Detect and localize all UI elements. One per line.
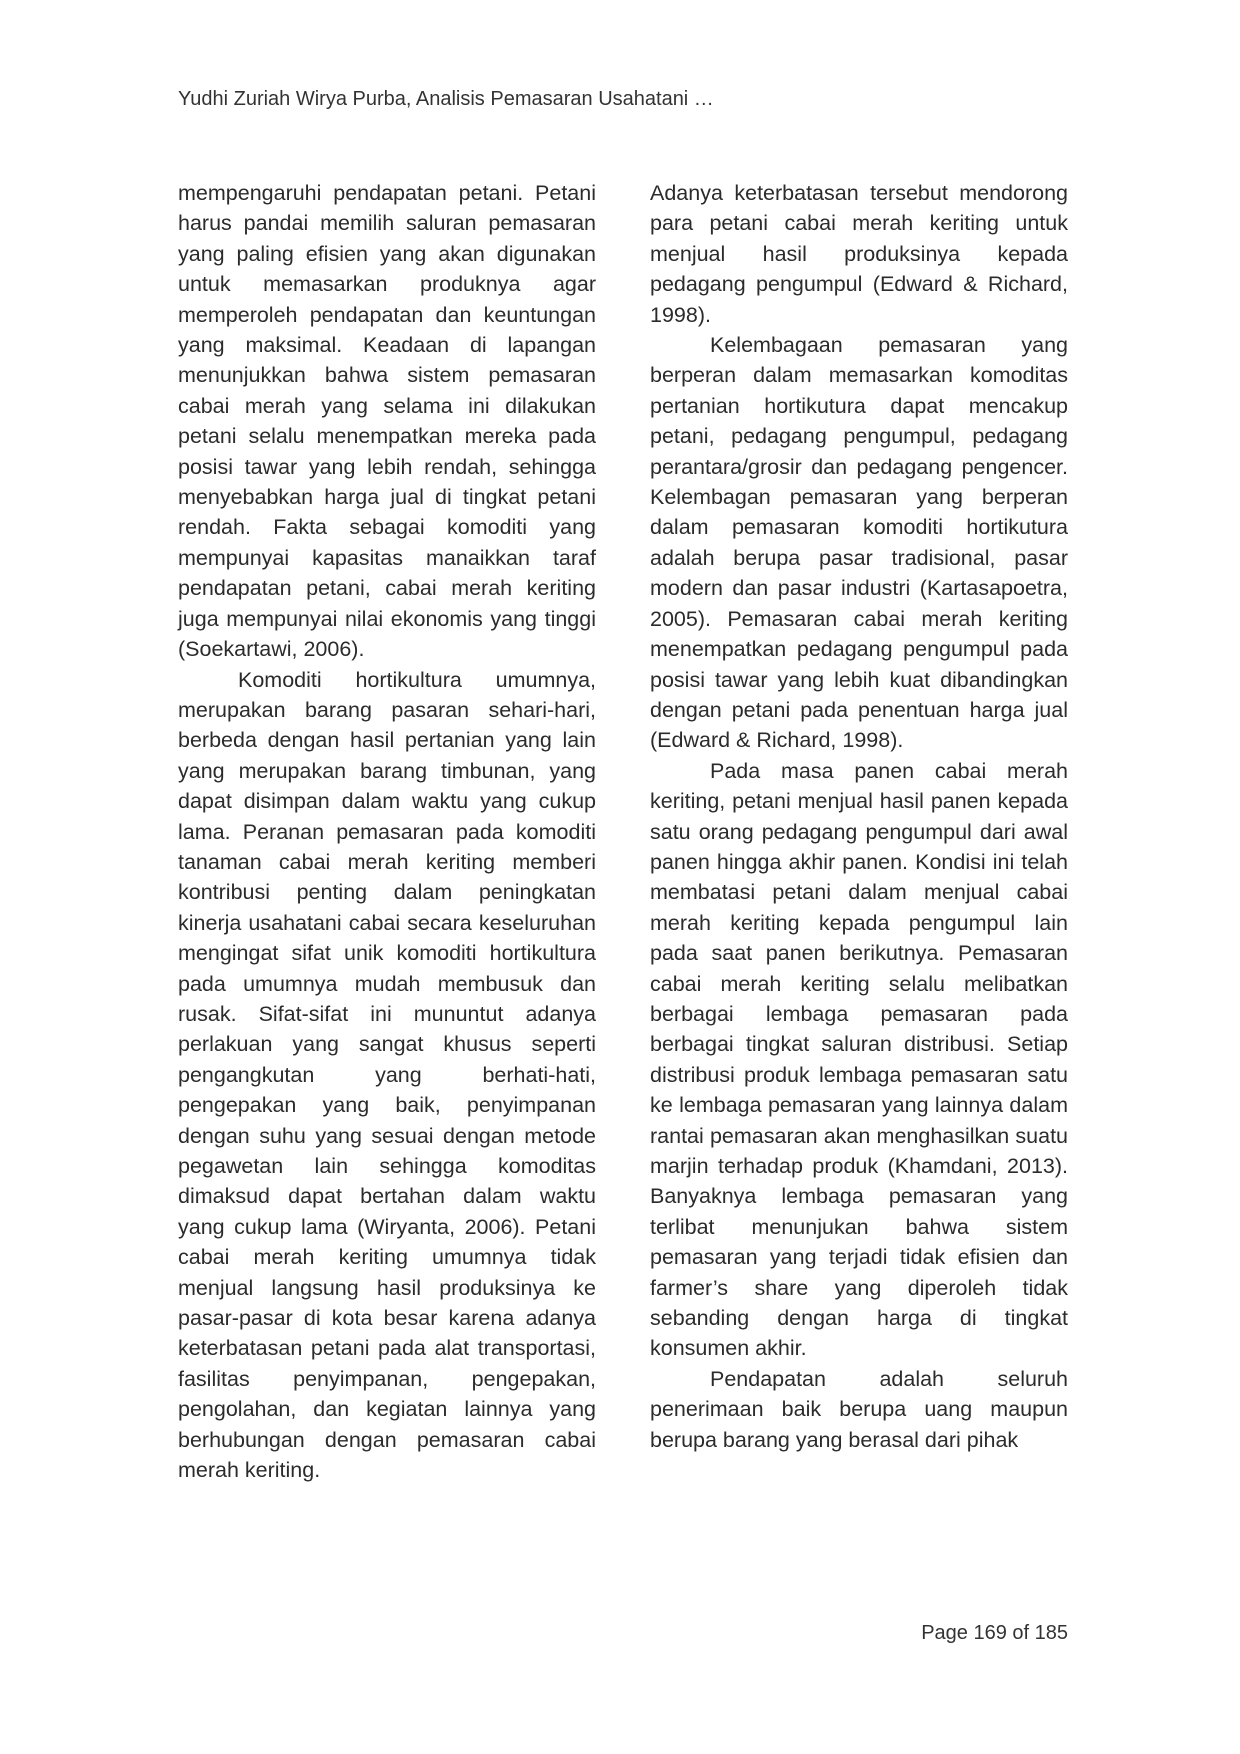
paragraph: Kelembagaan pemasaran yang berperan dalam memasarkan komoditas pertanian hortikutura dapat mencakup petani, pedagang pengumpul, pedagang perantara/grosir dan pedagang pengencer. Kelembagan pemasaran yang berperan dalam pemasaran komoditi hortikutura adalah berupa pasar tradisional, pasar modern dan pasar industri (Kartasapoetra, 2005). Pemasaran cabai merah keriting menempatkan pedagang pengumpul pada posisi tawar yang lebih kuat dibandingkan dengan petani pada penentuan harga jual (Edward & Richard, 1998).: [650, 333, 1068, 753]
paragraph: Komoditi hortikultura umumnya, merupakan barang pasaran sehari-hari, berbeda dengan hasil pertanian yang lain yang merupakan barang timbunan, yang dapat disimpan dalam waktu yang cukup lama. Peranan pemasaran pada komoditi tanaman cabai merah keriting memberi kontribusi penting dalam peningkatan kinerja usahatani cabai secara keseluruhan mengingat sifat unik komoditi hortikultura pada umumnya mudah membusuk dan rusak. Sifat-sifat ini mununtut adanya perlakuan yang sangat khusus seperti pengangkutan yang berhati-hati, pengepakan yang baik, penyimpanan dengan suhu yang sesuai dengan metode pegawetan lain sehingga komoditas dimaksud dapat bertahan dalam waktu yang cukup lama (Wiryanta, 2006). Petani cabai merah keriting umumnya tidak menjual langsung hasil produksinya ke pasar-pasar di kota besar karena adanya keterbatasan petani pada alat transportasi, fasilitas penyimpanan, pengepakan, pengolahan, dan kegiatan lainnya yang berhubungan dengan pemasaran cabai merah keriting.: [178, 667, 596, 1483]
paragraph: Pendapatan adalah seluruh penerimaan baik berupa uang maupun berupa barang yang berasal dari pihak: [650, 1366, 1068, 1452]
paragraph: Pada masa panen cabai merah keriting, petani menjual hasil panen kepada satu orang pedagang pengumpul dari awal panen hingga akhir panen. Kondisi ini telah membatasi petani dalam menjual cabai merah keriting kepada pengumpul lain pada saat panen berikutnya. Pemasaran cabai merah keriting selalu melibatkan berbagai lembaga pemasaran pada berbagai tingkat saluran distribusi. Setiap distribusi produk lembaga pemasaran satu ke lembaga pemasaran yang lainnya dalam rantai pemasaran akan menghasilkan suatu marjin terhadap produk (Khamdani, 2013). Banyaknya lembaga pemasaran yang terlibat menunjukan bahwa sistem pemasaran yang terjadi tidak efisien dan farmer’s share yang diperoleh tidak sebanding dengan harga di tingkat konsumen akhir.: [650, 758, 1068, 1361]
right-column: [650, 178, 1068, 1455]
page-number: Page 169 of 185: [921, 1622, 1068, 1644]
running-header: Yudhi Zuriah Wirya Purba, Analisis Pemasaran Usahatani …: [178, 88, 714, 110]
paragraph: Adanya keterbatasan tersebut mendorong para petani cabai merah keriting untuk menjual hasil produksinya kepada pedagang pengumpul (Edward & Richard, 1998).: [650, 181, 1068, 327]
left-column: [178, 178, 596, 1485]
paragraph: mempengaruhi pendapatan petani. Petani harus pandai memilih saluran pemasaran yang paling efisien yang akan digunakan untuk memasarkan produknya agar memperoleh pendapatan dan keuntungan yang maksimal. Keadaan di lapangan menunjukkan bahwa sistem pemasaran cabai merah yang selama ini dilakukan petani selalu menempatkan mereka pada posisi tawar yang lebih rendah, sehingga menyebabkan harga jual di tingkat petani rendah. Fakta sebagai komoditi yang mempunyai kapasitas manaikkan taraf pendapatan petani, cabai merah keriting juga mempunyai nilai ekonomis yang tinggi (Soekartawi, 2006).: [178, 181, 596, 662]
